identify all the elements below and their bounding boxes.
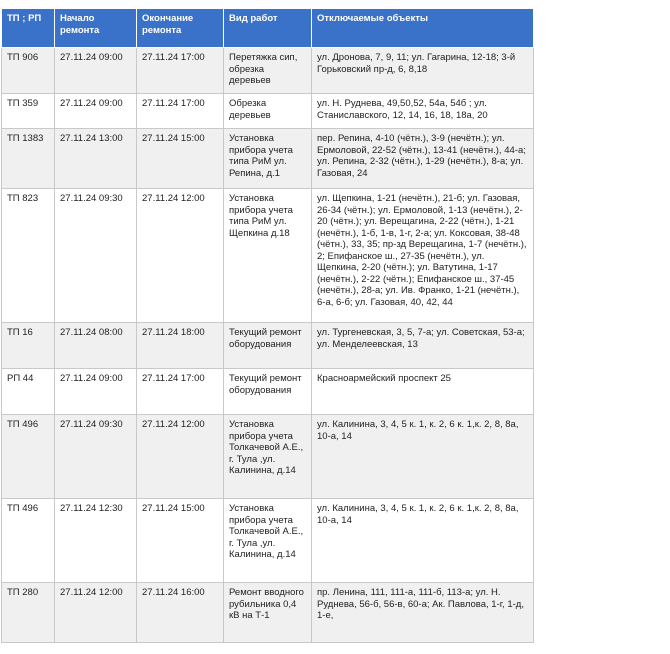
cell-tp: ТП 496	[2, 499, 55, 583]
cell-work: Текущий ремонт оборудования	[224, 369, 312, 415]
cell-objects: пр. Ленина, 111, 111-а, 111-б, 113-а; ул. Н. Руднева, 56-б, 56-в, 60-а; Ак. Павлова, 1-г, 1-д, 1-е,	[312, 583, 534, 643]
cell-work: Текущий ремонт оборудования	[224, 323, 312, 369]
cell-start: 27.11.24 12:00	[55, 583, 137, 643]
header-work-type: Вид работ	[224, 9, 312, 48]
header-disconnected-objects: Отключаемые объекты	[312, 9, 534, 48]
outage-schedule-table	[1, 9, 534, 643]
header-start-time: Начало ремонта	[55, 9, 137, 48]
cell-end: 27.11.24 17:00	[137, 48, 224, 94]
outage-table-container	[1, 9, 533, 643]
header-end-time: Окончание ремонта	[137, 9, 224, 48]
cell-end: 27.11.24 17:00	[137, 94, 224, 129]
cell-objects: ул. Тургеневская, 3, 5, 7-а; ул. Советская, 53-а; ул. Менделеевская, 13	[312, 323, 534, 369]
cell-start: 27.11.24 12:30	[55, 499, 137, 583]
table-row	[2, 189, 534, 323]
cell-objects: пер. Репина, 4-10 (чётн.), 3-9 (нечётн.); ул. Ермоловой, 22-52 (чётн.), 13-41 (нечётн.), 44-а; ул. Репина, 2-32 (чётн.), 1-29 (нечётн.), 8-а; ул. Газовая, 24	[312, 129, 534, 189]
cell-start: 27.11.24 09:30	[55, 415, 137, 499]
table-row	[2, 499, 534, 583]
cell-work: Установка прибора учета Толкачевой А.Е., г. Тула ,ул. Калинина, д.14	[224, 499, 312, 583]
cell-tp: ТП 16	[2, 323, 55, 369]
table-row	[2, 48, 534, 94]
cell-objects: ул. Щепкина, 1-21 (нечётн.), 21-б; ул. Газовая, 26-34 (чётн.); ул. Ермоловой, 1-13 (нечётн.), 2-20 (чётн.); ул. Верещагина, 2-22 (чётн.), 1-21 (нечётн.), 1-б, 1-в, 1-г, 2-а; ул. Коксовая, 38-48 (чётн.), 33, 35; пр-зд Верещагина, 1-7 (нечётн.), 2; Епифанское ш., 27-35 (нечётн.), ул. Щепкина, 2-20 (чётн.); ул. Ватутина, 1-17 (нечётн.), 2-22 (чётн.); Епифанское ш., 37-45 (нечётн.), 28-а; ул. Ив. Франко, 1-21 (нечётн.), 6-а, 6-б; ул. Газовая, 40, 42, 44	[312, 189, 534, 323]
cell-start: 27.11.24 13:00	[55, 129, 137, 189]
cell-end: 27.11.24 12:00	[137, 189, 224, 323]
table-row	[2, 369, 534, 415]
cell-end: 27.11.24 18:00	[137, 323, 224, 369]
cell-tp: РП 44	[2, 369, 55, 415]
cell-tp: ТП 496	[2, 415, 55, 499]
cell-objects: ул. Калинина, 3, 4, 5 к. 1, к. 2, 6 к. 1,к. 2, 8, 8а, 10-а, 14	[312, 499, 534, 583]
cell-tp: ТП 280	[2, 583, 55, 643]
cell-end: 27.11.24 16:00	[137, 583, 224, 643]
table-row	[2, 129, 534, 189]
cell-end: 27.11.24 17:00	[137, 369, 224, 415]
cell-tp: ТП 823	[2, 189, 55, 323]
cell-work: Обрезка деревьев	[224, 94, 312, 129]
table-row	[2, 583, 534, 643]
cell-objects: ул. Калинина, 3, 4, 5 к. 1, к. 2, 6 к. 1,к. 2, 8, 8а, 10-а, 14	[312, 415, 534, 499]
cell-work: Установка прибора учета типа РиМ ул. Щепкина д.18	[224, 189, 312, 323]
cell-objects: ул. Н. Руднева, 49,50,52, 54а, 54б ; ул. Станиславского, 12, 14, 16, 18, 18а, 20	[312, 94, 534, 129]
table-header-row	[2, 9, 534, 48]
table-row	[2, 94, 534, 129]
cell-work: Перетяжка сип, обрезка деревьев	[224, 48, 312, 94]
header-tp-rp: ТП ; РП	[2, 9, 55, 48]
cell-end: 27.11.24 12:00	[137, 415, 224, 499]
cell-work: Установка прибора учета Толкачевой А.Е., г. Тула ,ул. Калинина, д.14	[224, 415, 312, 499]
cell-start: 27.11.24 09:00	[55, 48, 137, 94]
cell-end: 27.11.24 15:00	[137, 499, 224, 583]
cell-start: 27.11.24 08:00	[55, 323, 137, 369]
table-row	[2, 323, 534, 369]
cell-objects: ул. Дронова, 7, 9, 11; ул. Гагарина, 12-18; 3-й Горьковский пр-д, 6, 8,18	[312, 48, 534, 94]
cell-work: Ремонт вводного рубильника 0,4 кВ на Т-1	[224, 583, 312, 643]
cell-tp: ТП 359	[2, 94, 55, 129]
cell-end: 27.11.24 15:00	[137, 129, 224, 189]
cell-tp: ТП 1383	[2, 129, 55, 189]
cell-start: 27.11.24 09:00	[55, 369, 137, 415]
cell-tp: ТП 906	[2, 48, 55, 94]
cell-objects: Красноармейский проспект 25	[312, 369, 534, 415]
table-row	[2, 415, 534, 499]
cell-start: 27.11.24 09:00	[55, 94, 137, 129]
cell-start: 27.11.24 09:30	[55, 189, 137, 323]
cell-work: Установка прибора учета типа РиМ ул. Репина, д.1	[224, 129, 312, 189]
